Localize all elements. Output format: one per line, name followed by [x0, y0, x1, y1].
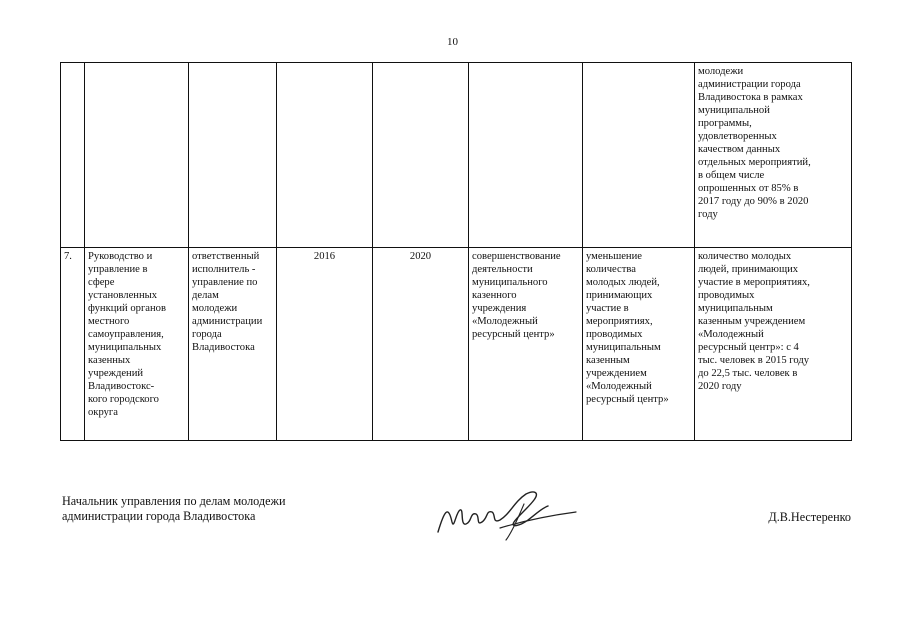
- table-row-7: [61, 248, 852, 441]
- cell-consequence: уменьшение количества молодых людей, принимающих участие в мероприятиях, проводимых муниципальным казенным учреждением «Молодежный ресурсный центр»: [583, 248, 695, 441]
- cell-executor: ответственный исполнитель - управление по делам молодежи администрации города Владивостока: [189, 248, 277, 441]
- cell-executor: [189, 63, 277, 248]
- cell-end-year: [373, 63, 469, 248]
- signer-position-line-2: администрации города Владивостока: [62, 509, 256, 523]
- cell-result: совершенствование деятельности муниципального казенного учреждения «Молодежный ресурсный центр»: [469, 248, 583, 441]
- measures-table: [60, 62, 852, 441]
- signer-position-line-1: Начальник управления по делам молодежи: [62, 494, 286, 508]
- cell-name: Руководство и управление в сфере установленных функций органов местного самоуправления, муниципальных казенных учреждений Владивостокс- кого городского округа: [85, 248, 189, 441]
- page-number: 10: [447, 36, 458, 48]
- cell-name: [85, 63, 189, 248]
- cell-start-year: 2016: [277, 248, 373, 441]
- cell-end-year: 2020: [373, 248, 469, 441]
- cell-number: 7.: [61, 248, 85, 441]
- signer-name: Д.В.Нестеренко: [768, 510, 851, 524]
- cell-indicator: количество молодых людей, принимающих участие в мероприятиях, проводимых муниципальным казенным учреждением «Молодежный ресурсный центр»: с 4 тыс. человек в 2015 году до 22,5 тыс. человек в 2020 году: [695, 248, 852, 441]
- table-row-continuation: [61, 63, 852, 248]
- cell-number: [61, 63, 85, 248]
- cell-result: [469, 63, 583, 248]
- cell-start-year: [277, 63, 373, 248]
- signer-position: [62, 494, 285, 524]
- handwritten-signature: [430, 482, 580, 544]
- cell-consequence: [583, 63, 695, 248]
- cell-indicator: молодежи администрации города Владивостока в рамках муниципальной программы, удовлетворенных качеством данных отдельных мероприятий, в общем числе опрошенных от 85% в 2017 году до 90% в 2020 году: [695, 63, 852, 248]
